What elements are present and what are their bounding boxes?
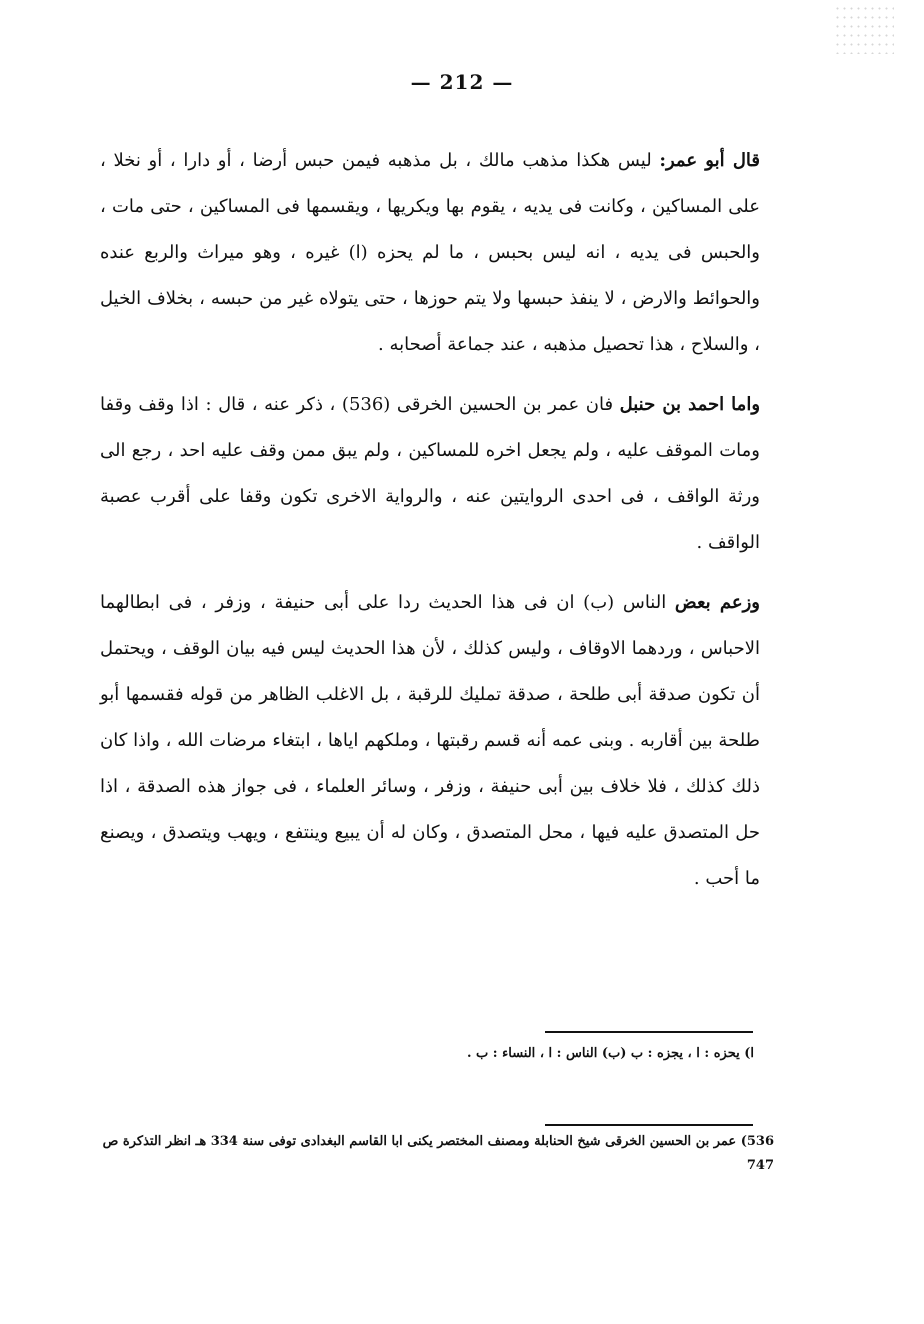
paragraph-lead: قال أبو عمر: (659, 150, 760, 171)
paragraph-2 (100, 382, 760, 566)
scan-speckle (834, 4, 894, 54)
paragraph-body: فان عمر بن الحسين الخرقى (536) ، ذكر عنه ، قال : اذا وقف وقفا ومات الموقف عليه ، ولم يجعل اخره للمساكين ، ولم يبق ممن وقف عليه احد ، رجع الى ورثة الواقف ، فى احدى الروايتين عنه ، والرواية الاخرى تكون وقفا على أقرب عصبة الواقف . (100, 394, 760, 553)
footnote-divider (545, 1124, 753, 1126)
paragraph-3 (100, 580, 760, 902)
paragraph-body: ليس هكذا مذهب مالك ، بل مذهبه فيمن حبس أرضا ، أو دارا ، أو نخلا ، على المساكين ، وكانت فى يديه ، يقوم بها ويكريها ، ويقسمها فى المساكين ، حتى مات ، والحبس فى يديه ، انه ليس بحبس ، ما لم يحزه (ا) غيره ، وهو ميراث والربع عنده والحوائط والارض ، لا ينفذ حبسها ولا يتم حوزها ، حتى يتولاه غير من حبسه ، بخلاف الخيل ، والسلاح ، هذا تحصيل مذهبه ، عند جماعة أصحابه . (100, 150, 760, 355)
page-number: — 212 — (410, 70, 514, 94)
main-text (100, 138, 760, 902)
paragraph-lead: وزعم بعض (674, 592, 760, 613)
footnote-variants: ا) يحزه : ا ، يجزه : ب (ب) الناس : ا ، النساء : ب . (466, 1046, 754, 1061)
paragraph-1 (100, 138, 760, 368)
footnote-biography: 536) عمر بن الحسين الخرقى شيخ الحنابلة ومصنف المختصر يكنى ابا القاسم البغدادى توفى سنة 334 هـ انظر التذكرة ص 747 (102, 1134, 774, 1173)
footnote-divider (545, 1031, 753, 1033)
paragraph-lead: واما احمد بن حنبل (619, 394, 761, 415)
paragraph-body: الناس (ب) ان فى هذا الحديث ردا على أبى حنيفة ، وزفر ، فى ابطالهما الاحباس ، وردهما الاوقاف ، وليس كذلك ، لأن هذا الحديث ليس فيه بيان الوقف ، ويحتمل أن تكون صدقة أبى طلحة ، صدقة تمليك للرقبة ، بل الاغلب الظاهر من قوله فقسمها أبو طلحة بين أقاربه . وبنى عمه أنه قسم رقبتها ، وملكهم اياها ، ابتغاء مرضات الله ، واذا كان ذلك كذلك ، فلا خلاف بين أبى حنيفة ، وزفر ، وسائر العلماء ، فى جواز هذه الصدقة ، اذا حل المتصدق عليه فيها ، محل المتصدق ، وكان له أن يبيع وينتفع ، ويهب ويتصدق ، ويصنع ما أحب . (100, 592, 760, 889)
